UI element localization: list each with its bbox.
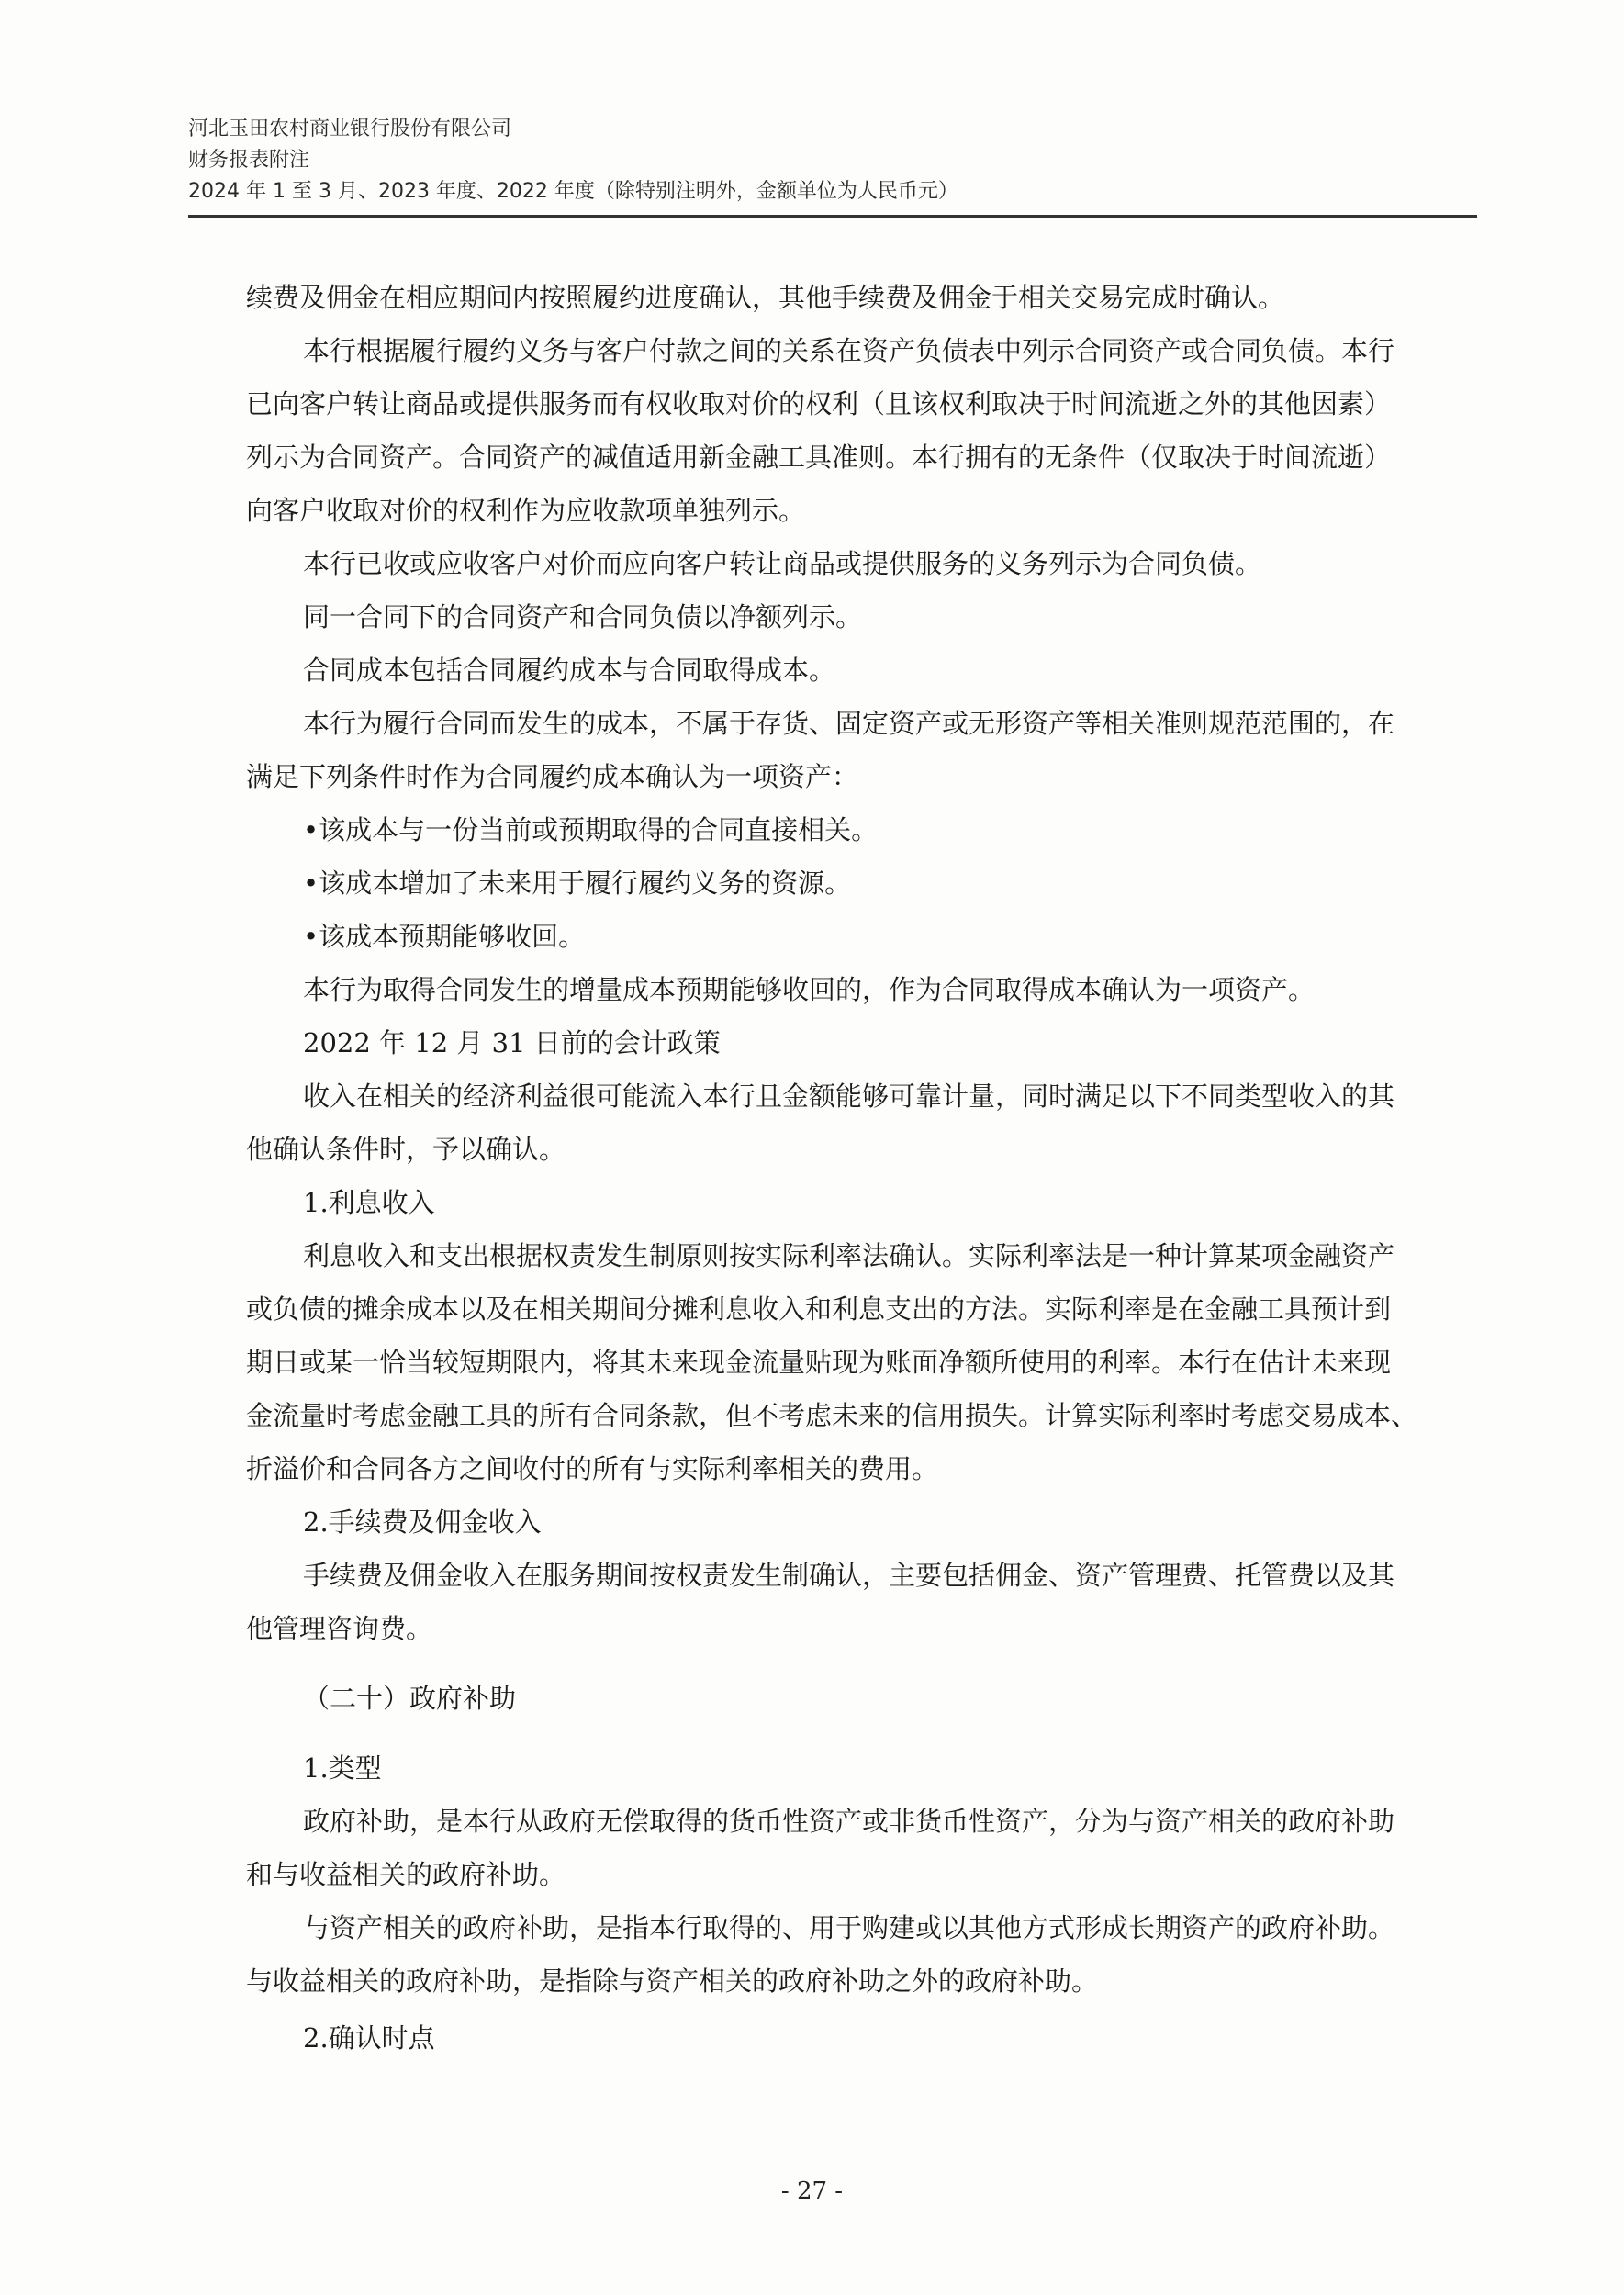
company-name: 河北玉田农村商业银行股份有限公司 xyxy=(188,118,512,140)
paragraph-line: 手续费及佣金收入在服务期间按权责发生制确认，主要包括佣金、资产管理费、托管费以及其 xyxy=(303,1560,1395,1591)
paragraph-line: 本行为履行合同而发生的成本，不属于存货、固定资产或无形资产等相关准则规范范围的，在 xyxy=(303,708,1395,739)
paragraph-line: 列示为合同资产。合同资产的减值适用新金融工具准则。本行拥有的无条件（仅取决于时间流逝） xyxy=(246,442,1392,473)
paragraph-line: 向客户收取对价的权利作为应收款项单独列示。 xyxy=(246,495,806,526)
paragraph-line: 同一合同下的合同资产和合同负债以净额列示。 xyxy=(303,601,863,633)
paragraph-line: 政府补助，是本行从政府无偿取得的货币性资产或非货币性资产，分为与资产相关的政府补助 xyxy=(303,1806,1395,1837)
paragraph-line: 期日或某一恰当较短期限内，将其未来现金流量贴现为账面净额所使用的利率。本行在估计未来现 xyxy=(246,1347,1392,1378)
paragraph-line: 他管理咨询费。 xyxy=(246,1613,433,1644)
paragraph-line: 折溢价和合同各方之间收付的所有与实际利率相关的费用。 xyxy=(246,1453,939,1484)
header-divider xyxy=(188,215,1477,218)
section-subheading: 1.类型 xyxy=(303,1752,382,1784)
bullet-item: •该成本增加了未来用于履行履约义务的资源。 xyxy=(303,868,852,899)
paragraph-line: 本行根据履行履约义务与客户付款之间的关系在资产负债表中列示合同资产或合同负债。本行 xyxy=(303,335,1395,366)
document-body xyxy=(246,271,1513,2065)
page-header xyxy=(188,114,1473,207)
section-subheading: 2.确认时点 xyxy=(303,2022,435,2054)
paragraph-line: 本行为取得合同发生的增量成本预期能够收回的，作为合同取得成本确认为一项资产。 xyxy=(303,974,1316,1005)
paragraph-line: 续费及佣金在相应期间内按照履约进度确认，其他手续费及佣金于相关交易完成时确认。 xyxy=(246,282,1285,313)
bullet-item: •该成本预期能够收回。 xyxy=(303,921,586,952)
document-title: 财务报表附注 xyxy=(188,149,310,172)
paragraph-line: 和与收益相关的政府补助。 xyxy=(246,1859,566,1890)
paragraph-line: 满足下列条件时作为合同履约成本确认为一项资产： xyxy=(246,761,859,792)
paragraph-line: 或负债的摊余成本以及在相关期间分摊利息收入和利息支出的方法。实际利率是在金融工具预计到 xyxy=(246,1293,1392,1325)
paragraph-line: 收入在相关的经济利益很可能流入本行且金额能够可靠计量，同时满足以下不同类型收入的其 xyxy=(303,1080,1395,1112)
paragraph-line: 与收益相关的政府补助，是指除与资产相关的政府补助之外的政府补助。 xyxy=(246,1965,1099,1997)
section-subheading: 1.利息收入 xyxy=(303,1187,435,1218)
section-subheading: 2022 年 12 月 31 日前的会计政策 xyxy=(303,1027,721,1058)
paragraph-line: 合同成本包括合同履约成本与合同取得成本。 xyxy=(303,655,836,686)
paragraph-line: 本行已收或应收客户对价而应向客户转让商品或提供服务的义务列示为合同负债。 xyxy=(303,548,1262,579)
paragraph-line: 金流量时考虑金融工具的所有合同条款，但不考虑未来的信用损失。计算实际利率时考虑交易成本、 xyxy=(246,1400,1418,1431)
paragraph-line: 与资产相关的政府补助，是指本行取得的、用于购建或以其他方式形成长期资产的政府补助。 xyxy=(303,1912,1395,1943)
period-note: 2024 年 1 至 3 月、2023 年度、2022 年度（除特别注明外，金额单位为人民币元） xyxy=(188,180,958,203)
paragraph-line: 利息收入和支出根据权责发生制原则按实际利率法确认。实际利率法是一种计算某项金融资产 xyxy=(303,1240,1395,1271)
paragraph-line: 他确认条件时，予以确认。 xyxy=(246,1134,566,1165)
section-heading: （二十）政府补助 xyxy=(303,1683,517,1714)
page-number: - 27 - xyxy=(780,2177,844,2205)
section-subheading: 2.手续费及佣金收入 xyxy=(303,1506,542,1538)
paragraph-line: 已向客户转让商品或提供服务而有权收取对价的权利（且该权利取决于时间流逝之外的其他因素） xyxy=(246,388,1392,420)
bullet-item: •该成本与一份当前或预期取得的合同直接相关。 xyxy=(303,814,879,845)
